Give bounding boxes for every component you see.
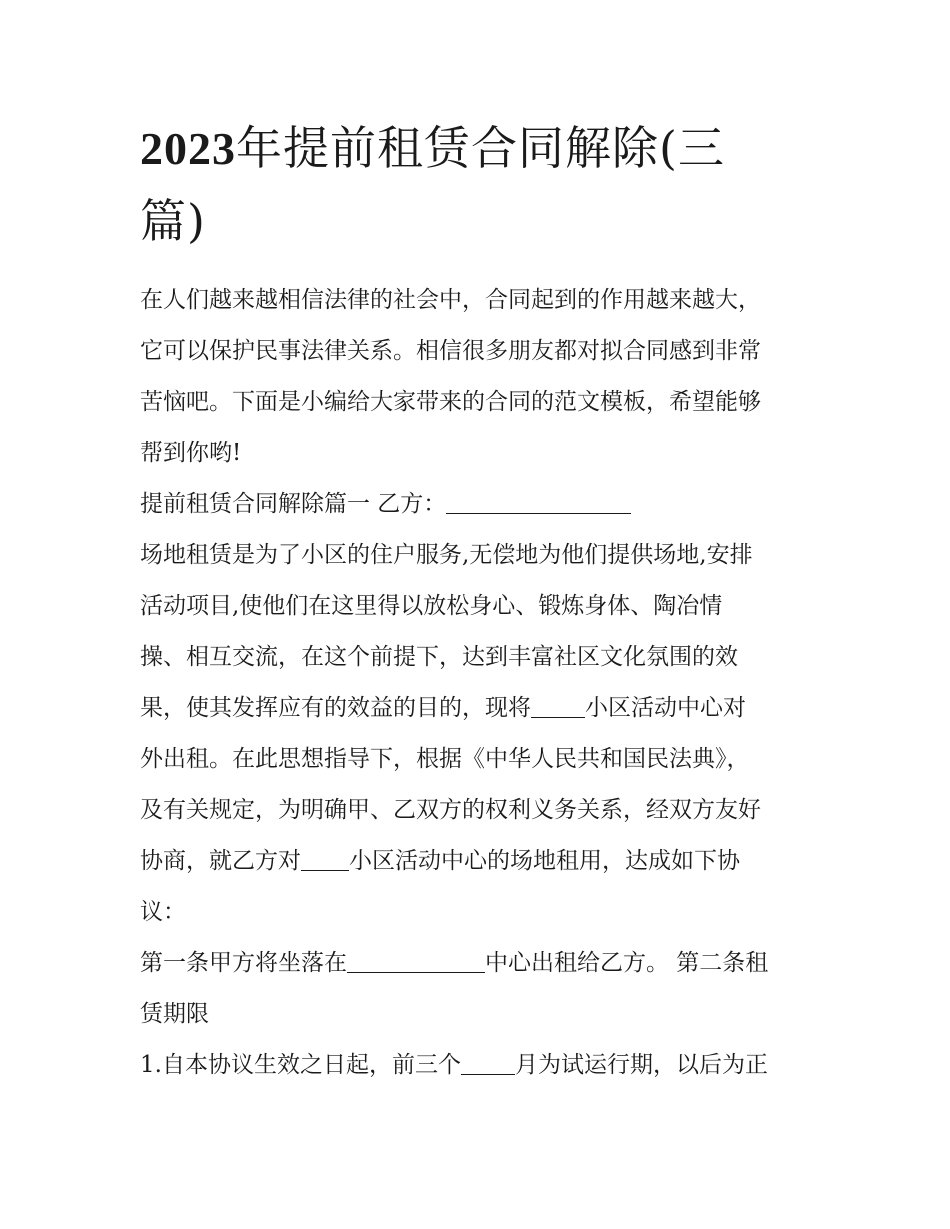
body-line-7 (140, 836, 820, 887)
body-line-7-part-a: 协商，就乙方对 (140, 848, 301, 874)
community-name-blank (531, 695, 585, 718)
body-line-5: 外出租。在此思想指导下，根据《中华人民共和国民法典》， (140, 746, 750, 772)
intro-line-4: 帮到你哟! (140, 440, 242, 466)
article-1-line (140, 938, 820, 989)
title-text-line2: 篇) (140, 194, 206, 248)
body-line-2: 活动项目,使他们在这里得以放松身心、锻炼身体、陶冶情 (140, 593, 723, 619)
section-heading-line (140, 479, 820, 530)
section-heading: 提前租赁合同解除篇一 乙方： (140, 491, 447, 517)
party-b-blank (446, 491, 631, 514)
body-line-8: 议： (140, 899, 186, 925)
article-1-part-a: 第一条甲方将坐落在 (140, 950, 347, 976)
body-line-3: 操、相互交流，在这个前提下，达到丰富社区文化氛围的效 (140, 644, 738, 670)
location-blank (347, 950, 485, 973)
article-1-part-b: 中心出租给乙方。 第二条租 (485, 950, 769, 976)
body-line-6: 及有关规定，为明确甲、乙双方的权利义务关系，经双方友好 (140, 797, 761, 823)
body-line-4 (140, 683, 820, 734)
document-title (140, 112, 820, 258)
document-body (140, 275, 820, 1091)
body-line-4-part-b: 小区活动中心对 (585, 695, 746, 721)
intro-line-2: 它可以保护民事法律关系。相信很多朋友都对拟合同感到非常 (140, 338, 761, 364)
item-1-part-b: 月为试运行期，以后为正 (514, 1052, 768, 1078)
item-1-line (140, 1040, 820, 1091)
intro-line-3: 苦恼吧。下面是小编给大家带来的合同的范文模板，希望能够 (140, 389, 761, 415)
title-year: 2023 (140, 123, 236, 174)
article-2-continuation: 赁期限 (140, 1001, 209, 1027)
body-line-7-part-b: 小区活动中心的场地租用，达成如下协 (349, 848, 740, 874)
community-name-blank-2 (301, 848, 349, 871)
item-1-part-a: 1.自本协议生效之日起，前三个 (140, 1052, 461, 1078)
intro-line-1: 在人们越来越相信法律的社会中，合同起到的作用越来越大， (140, 287, 761, 313)
body-line-4-part-a: 果，使其发挥应有的效益的目的，现将 (140, 695, 531, 721)
title-text-line1: 年提前租赁合同解除(三 (236, 121, 725, 175)
body-line-1: 场地租赁是为了小区的住户服务,无偿地为他们提供场地,安排 (140, 542, 753, 568)
trial-months-blank (461, 1052, 515, 1075)
